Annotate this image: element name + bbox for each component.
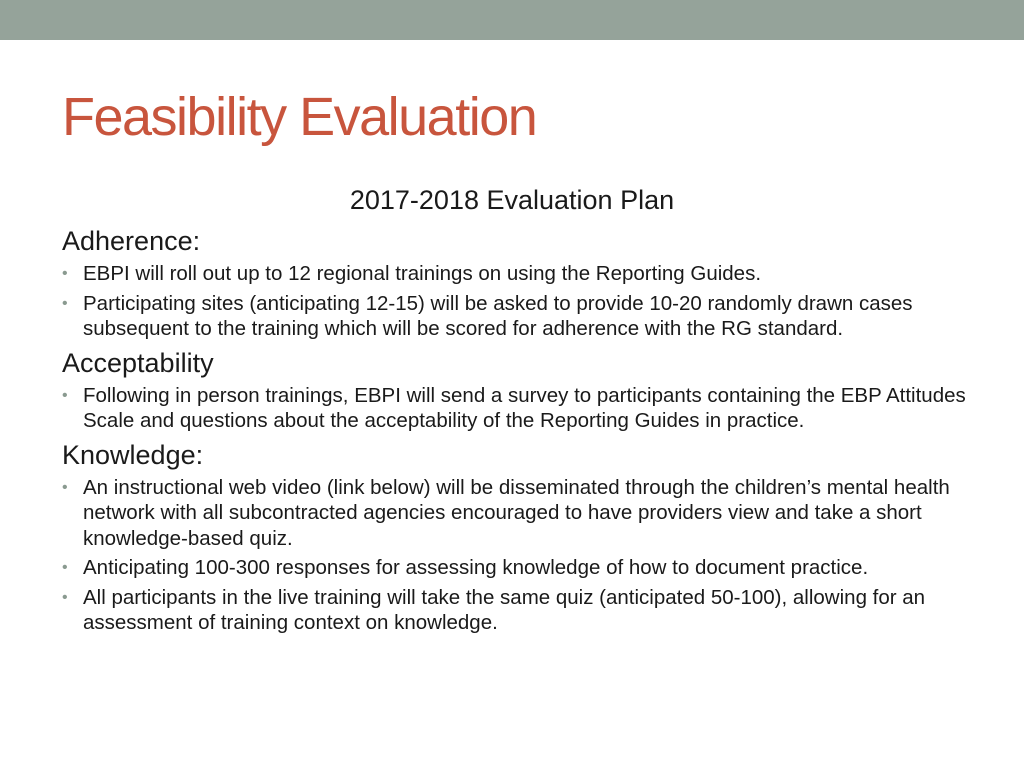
bullet-dot-icon: •	[62, 559, 68, 576]
bullet-item	[62, 291, 972, 342]
bullet-text: EBPI will roll out up to 12 regional trainings on using the Reporting Guides.	[83, 262, 762, 285]
slide-subtitle: 2017-2018 Evaluation Plan	[349, 185, 675, 215]
bullet-item	[62, 383, 972, 434]
bullet-dot-icon: •	[62, 294, 68, 312]
bullet-text: An instructional web video (link below) will be disseminated through the children’s mental health network with all subcontracted agencies encouraged to have providers view and take a short knowledge-based quiz.	[83, 475, 950, 550]
slide-title: Feasibility Evaluation	[62, 87, 537, 147]
bullet-item	[62, 585, 972, 636]
bullet-item	[62, 261, 972, 287]
bullet-text: Anticipating 100-300 responses for assessing knowledge of how to document practice.	[83, 556, 869, 579]
section-adherence	[62, 224, 972, 342]
bullet-dot-icon: •	[62, 588, 68, 606]
top-accent-band	[0, 0, 1024, 40]
bullet-text: All participants in the live training will take the same quiz (anticipated 50-100), allowing for an assessment of training context on knowledge.	[83, 585, 926, 634]
bullet-list	[62, 261, 972, 342]
section-heading: Acceptability	[62, 347, 214, 378]
bullet-item	[62, 555, 972, 581]
bullet-text: Participating sites (anticipating 12-15) will be asked to provide 10-20 randomly drawn cases subsequent to the training which will be scored for adherence with the RG standard.	[83, 291, 913, 340]
section-heading: Adherence:	[62, 226, 201, 256]
bullet-dot-icon: •	[62, 265, 68, 282]
bullet-list	[62, 475, 972, 636]
bullet-list	[62, 383, 972, 434]
section-acceptability	[62, 346, 972, 434]
bullet-text: Following in person trainings, EBPI will send a survey to participants containing the EBP Attitudes Scale and questions about the acceptability of the Reporting Guides in practice.	[83, 383, 966, 432]
section-knowledge	[62, 438, 972, 636]
bullet-dot-icon: •	[62, 386, 68, 404]
bullet-dot-icon: •	[62, 478, 68, 496]
section-heading: Knowledge:	[62, 439, 204, 470]
bullet-item	[62, 475, 972, 552]
slide-body	[62, 224, 972, 640]
